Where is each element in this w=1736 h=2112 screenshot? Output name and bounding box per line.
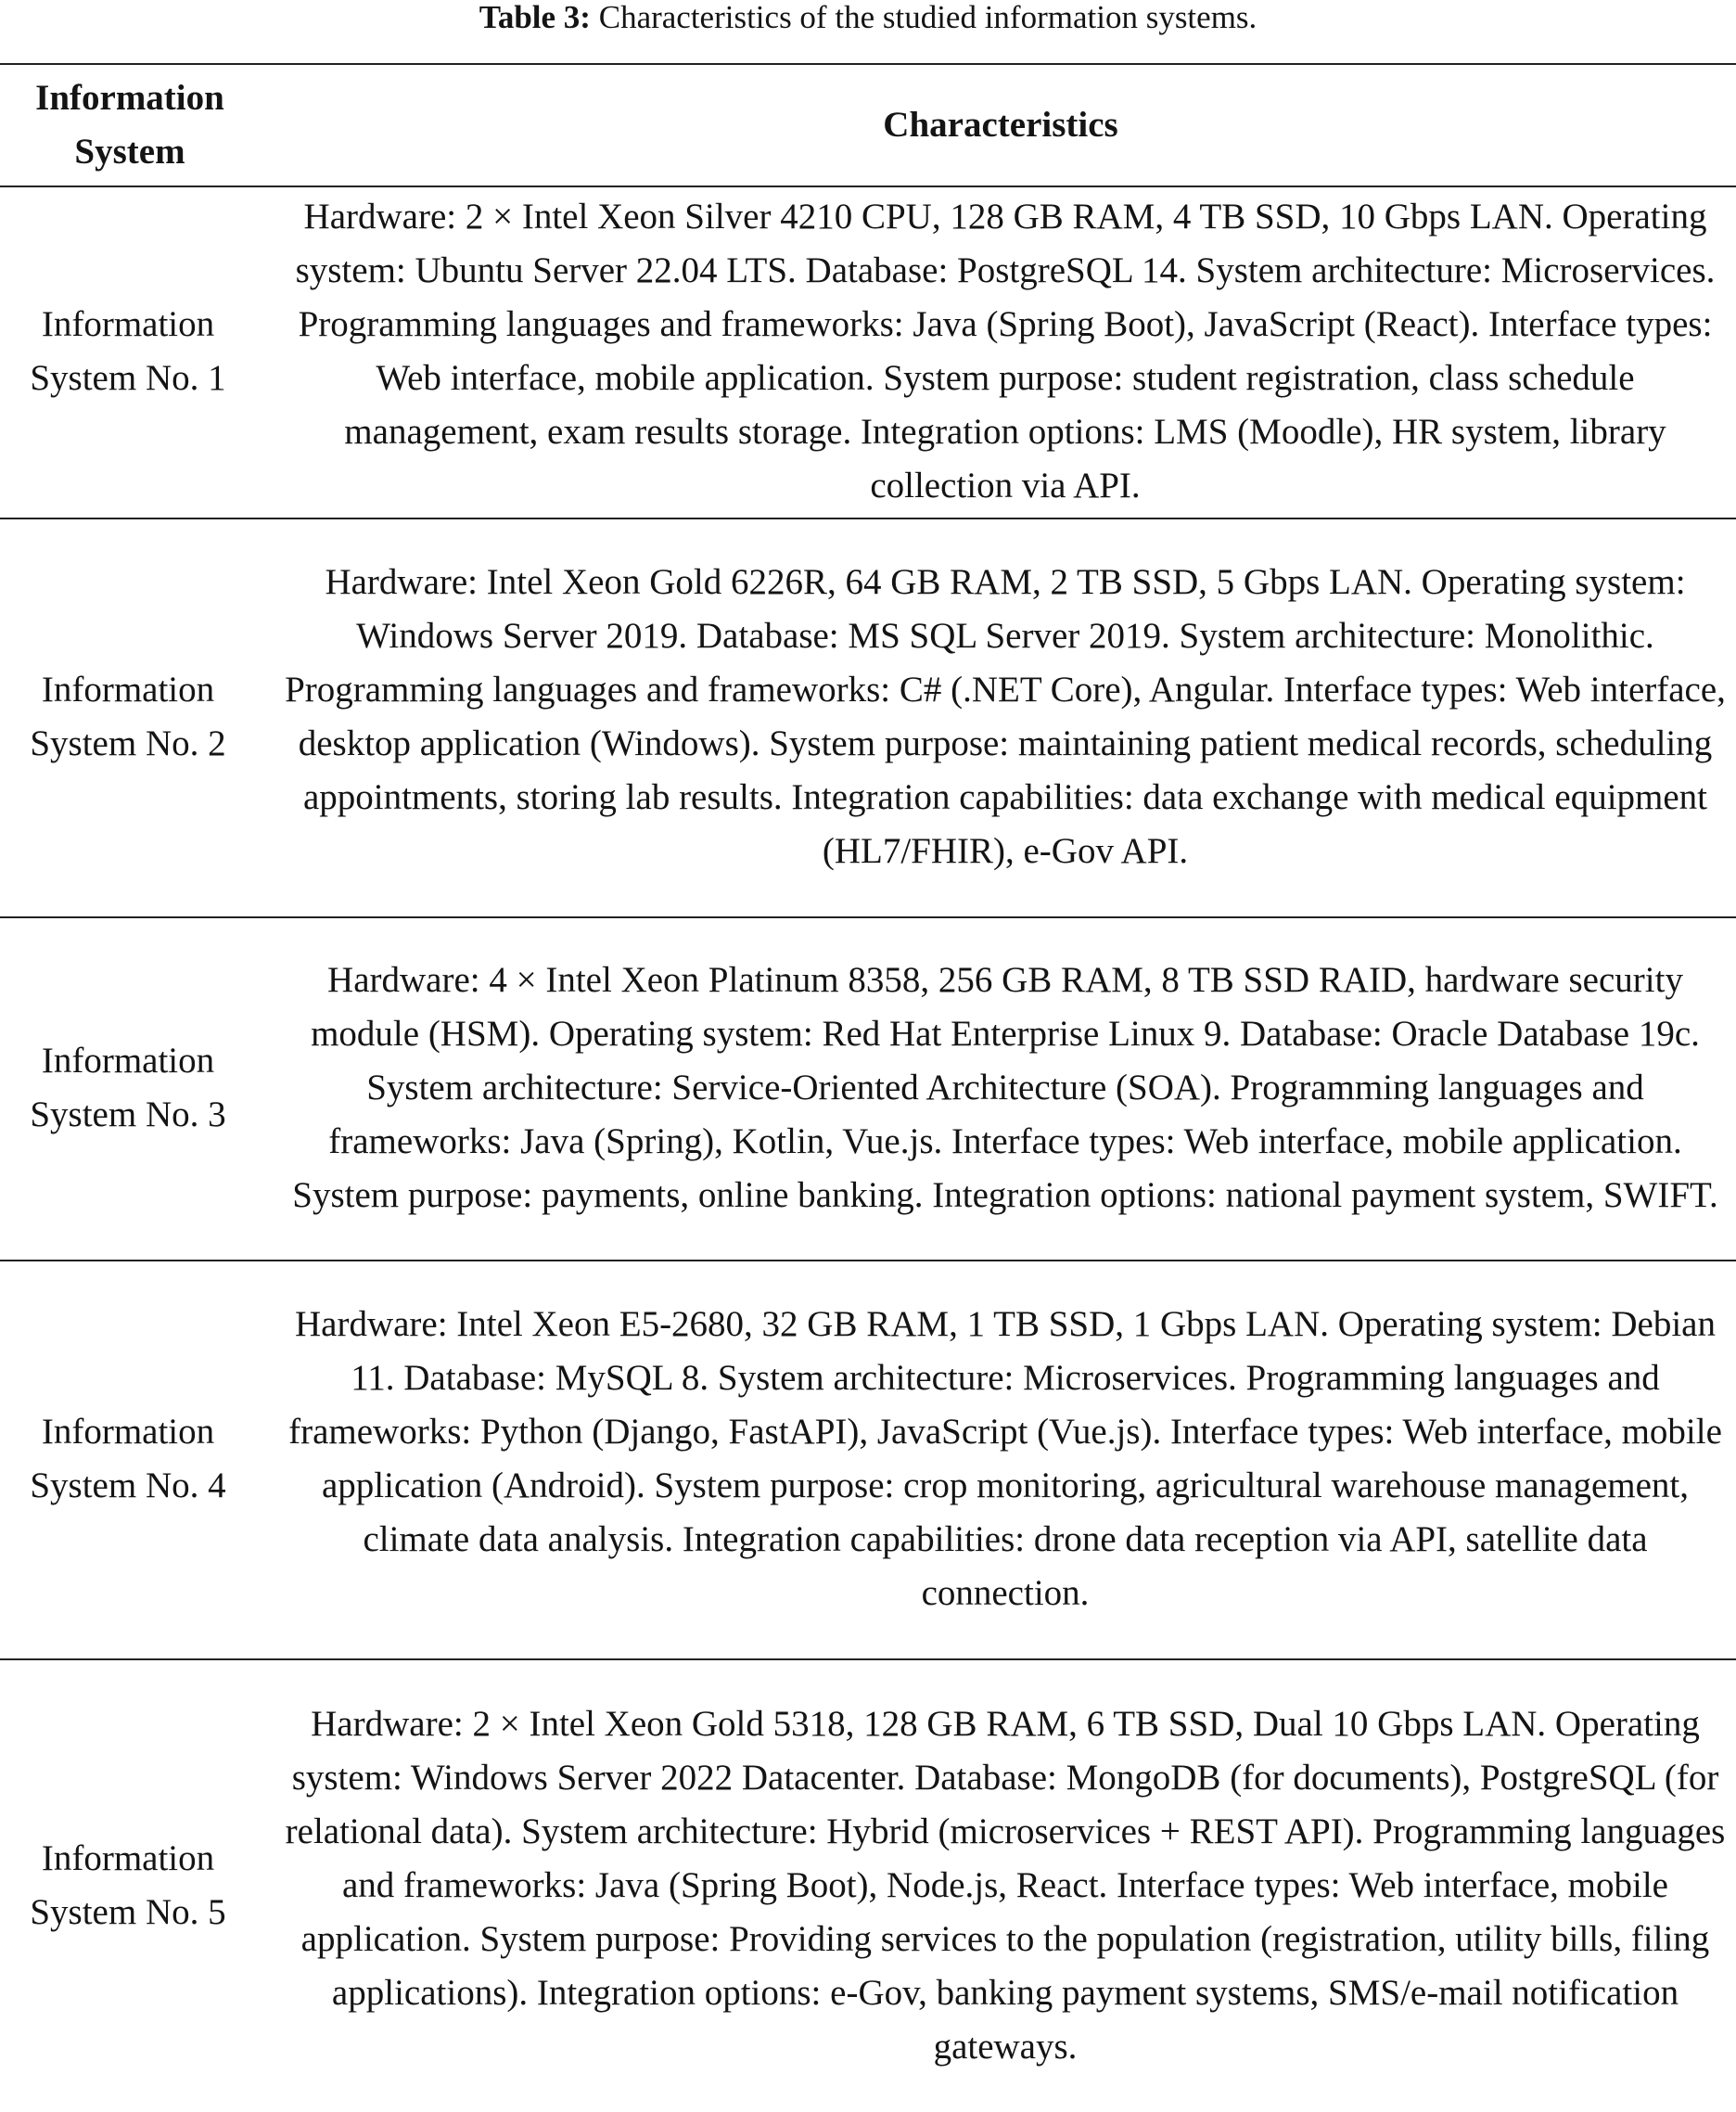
- table-header-row: [0, 64, 1736, 186]
- system-name-cell: Information System No. 4: [0, 1261, 265, 1659]
- system-name-cell: Information System No. 3: [0, 917, 265, 1261]
- characteristics-cell: Hardware: 2 × Intel Xeon Silver 4210 CPU, 128 GB RAM, 4 TB SSD, 10 Gbps LAN. Operating system: Ubuntu Server 22.04 LTS. Database: PostgreSQL 14. System architecture: Microservices. Programming languages and frameworks: Java (Spring Boot), JavaScript (React). Interface types: Web interface, mobile application. System purpose: student registration, class schedule management, exam results storage. Integration options: LMS (Moodle), HR system, library collection via API.: [265, 186, 1736, 518]
- characteristics-cell: Hardware: 2 × Intel Xeon Gold 5318, 128 GB RAM, 6 TB SSD, Dual 10 Gbps LAN. Operating system: Windows Server 2022 Datacenter. Database: MongoDB (for documents), PostgreSQL (for relational data). System architecture: Hybrid (microservices + REST API). Programming languages and frameworks: Java (Spring Boot), Node.js, React. Interface types: Web interface, mobile application. System purpose: Providing services to the population (registration, utility bills, filing applications). Integration options: e-Gov, banking payment systems, SMS/e-mail notification gateways.: [285, 1703, 1726, 2067]
- characteristics-cell: Hardware: Intel Xeon E5-2680, 32 GB RAM, 1 TB SSD, 1 Gbps LAN. Operating system: Debian 11. Database: MySQL 8. System architecture: Microservices. Programming languages and frameworks: Python (Django, FastAPI), JavaScript (Vue.js). Interface types: Web interface, mobile application (Android). System purpose: crop monitoring, agricultural warehouse management, climate data analysis. Integration capabilities: drone data reception via API, satellite data connection.: [265, 1261, 1736, 1659]
- header-characteristics: Characteristics: [265, 64, 1736, 186]
- table-row: [0, 917, 1736, 1261]
- characteristics-cell: Hardware: Intel Xeon Gold 6226R, 64 GB RAM, 2 TB SSD, 5 Gbps LAN. Operating system: Windows Server 2019. Database: MS SQL Server 2019. System architecture: Monolithic. Programming languages and frameworks: C# (.NET Core), Angular. Interface types: Web interface, desktop application (Windows). System purpose: maintaining patient medical records, scheduling appointments, storing lab results. Integration capabilities: data exchange with medical equipment (HL7/FHIR), e-Gov API.: [265, 518, 1736, 917]
- table-caption: [0, 0, 1736, 35]
- table-row: [0, 1659, 1736, 2112]
- characteristics-table: [0, 63, 1736, 2112]
- characteristics-cell: Hardware: 4 × Intel Xeon Platinum 8358, 256 GB RAM, 8 TB SSD RAID, hardware security module (HSM). Operating system: Red Hat Enterprise Linux 9. Database: Oracle Database 19c. System architecture: Service-Oriented Architecture (SOA). Programming languages and frameworks: Java (Spring), Kotlin, Vue.js. Interface types: Web interface, mobile application. System purpose: payments, online banking. Integration options: national payment system, SWIFT.: [265, 917, 1736, 1261]
- system-name-cell: Information System No. 2: [0, 518, 265, 917]
- header-information-system: Information System: [0, 64, 265, 186]
- table-caption-label: Table 3:: [479, 0, 591, 35]
- table-row: [0, 518, 1736, 917]
- system-name-cell: Information System No. 5: [30, 1837, 226, 1932]
- table-row: [0, 1261, 1736, 1659]
- table-row: [0, 186, 1736, 518]
- table-caption-text: Characteristics of the studied information systems.: [598, 0, 1257, 35]
- system-name-cell: Information System No. 1: [0, 186, 265, 518]
